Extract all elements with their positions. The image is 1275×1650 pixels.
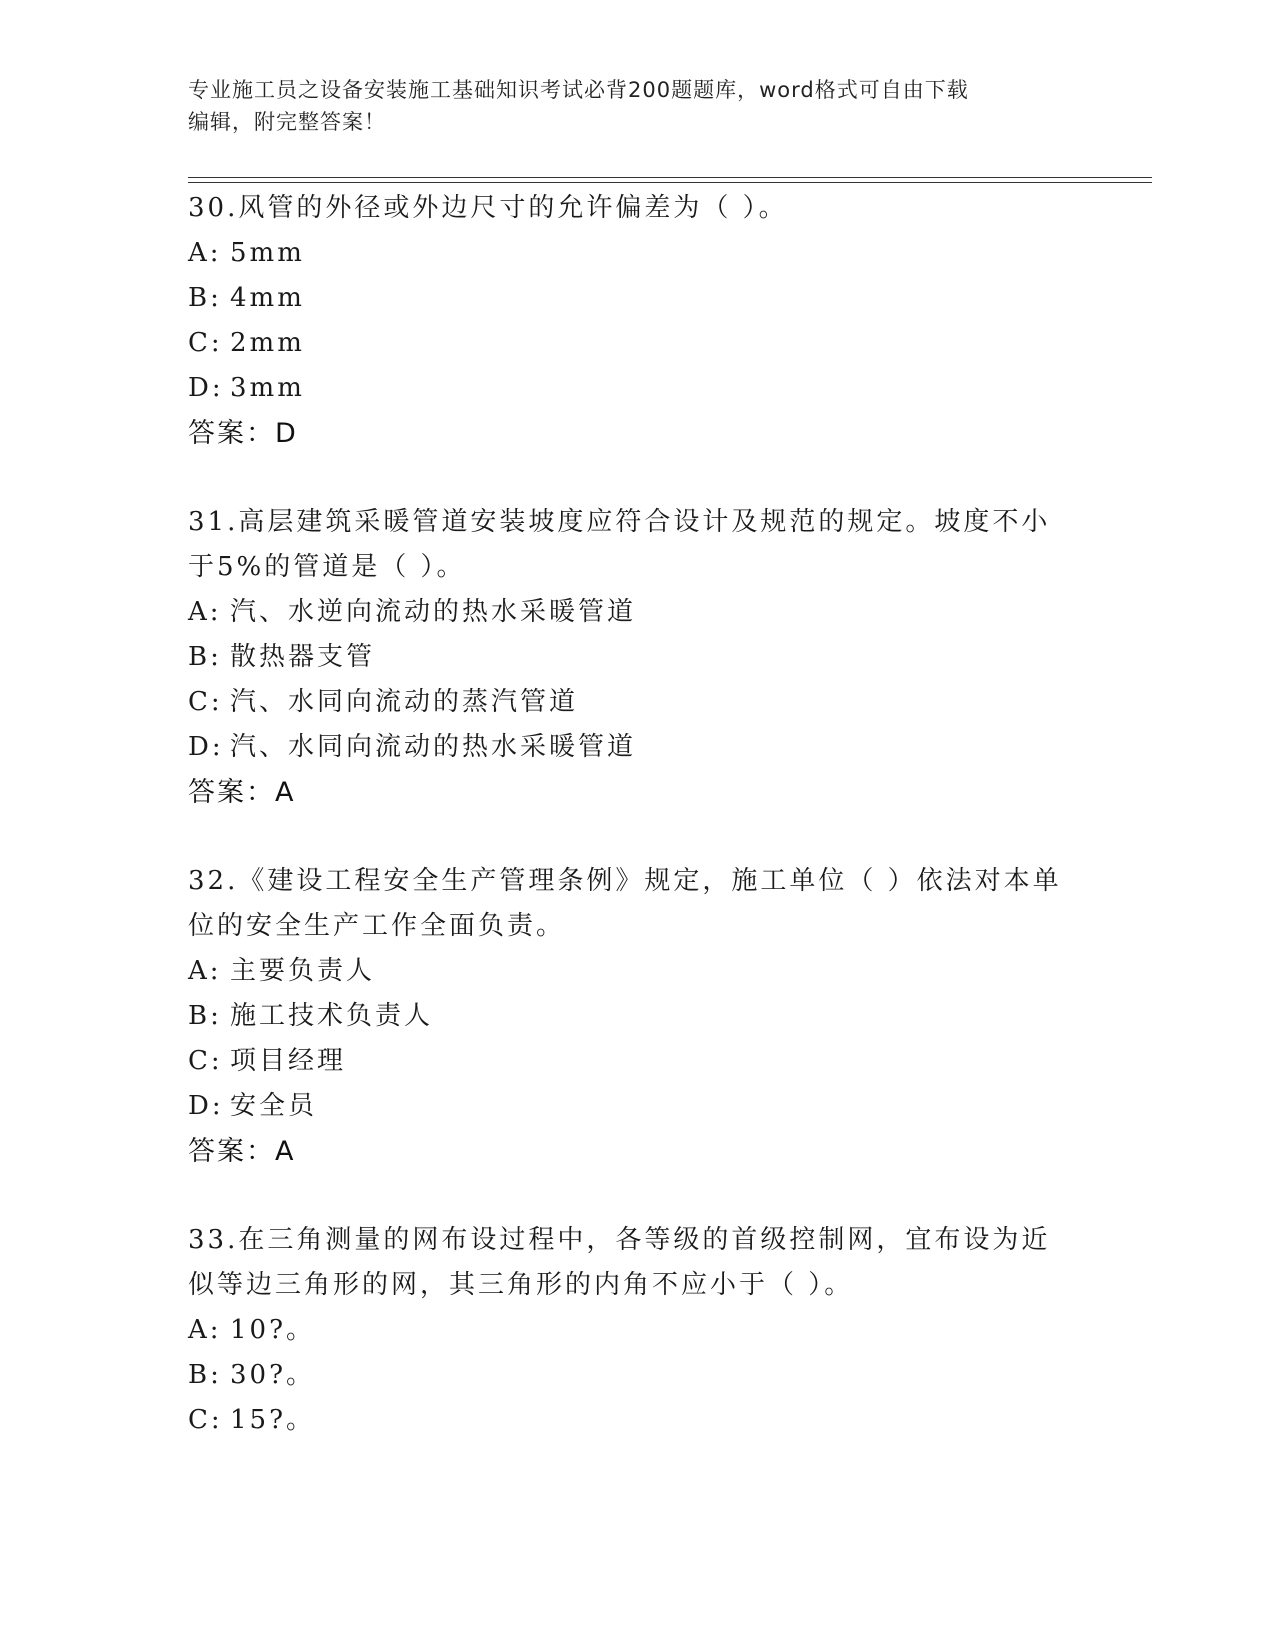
option-c <box>188 321 1088 366</box>
option-a <box>188 949 1088 994</box>
option-letter: C: <box>188 1046 223 1076</box>
document-header <box>188 74 1068 138</box>
option-text: 汽、水逆向流动的热水采暖管道 <box>230 597 637 627</box>
question-text: 32.《建设工程安全生产管理条例》规定，施工单位（ ）依法对本单位的安全生产工作全面负责。 <box>188 866 1062 941</box>
option-text: 5mm <box>230 238 305 268</box>
header-divider-top <box>188 177 1152 178</box>
answer-line: 答案：A <box>188 1136 296 1167</box>
option-text: 10?。 <box>230 1315 316 1345</box>
option-b <box>188 276 1088 321</box>
option-text: 汽、水同向流动的蒸汽管道 <box>230 687 579 717</box>
option-letter: B: <box>188 1360 222 1390</box>
option-letter: D: <box>188 732 224 762</box>
option-letter: C: <box>188 1405 223 1435</box>
option-b <box>188 994 1088 1039</box>
header-divider-bottom <box>188 182 1152 183</box>
question-31 <box>188 500 1088 815</box>
question-text: 31.高层建筑采暖管道安装坡度应符合设计及规范的规定。坡度不小于5%的管道是（ ）。 <box>188 507 1051 582</box>
question-text: 33.在三角测量的网布设过程中，各等级的首级控制网，宜布设为近似等边三角形的网，其三角形的内角不应小于（ ）。 <box>188 1225 1051 1300</box>
option-text: 2mm <box>230 328 305 358</box>
question-list <box>188 186 1088 1487</box>
option-letter: C: <box>188 328 223 358</box>
option-a <box>188 1308 1088 1353</box>
option-letter: B: <box>188 1001 222 1031</box>
option-c <box>188 1039 1088 1084</box>
option-text: 汽、水同向流动的热水采暖管道 <box>230 732 637 762</box>
option-c <box>188 1398 1088 1443</box>
option-text: 30?。 <box>230 1360 316 1390</box>
option-letter: A: <box>188 1315 222 1345</box>
option-text: 4mm <box>230 283 305 313</box>
option-text: 主要负责人 <box>230 956 376 986</box>
option-d <box>188 1084 1088 1129</box>
option-b <box>188 635 1088 680</box>
option-a <box>188 231 1088 276</box>
option-d <box>188 366 1088 411</box>
option-text: 安全员 <box>230 1091 318 1121</box>
answer-line: 答案：D <box>188 418 298 449</box>
option-b <box>188 1353 1088 1398</box>
option-d <box>188 725 1088 770</box>
header-line-2: 编辑，附完整答案！ <box>188 110 386 134</box>
option-text: 3mm <box>230 373 305 403</box>
option-letter: B: <box>188 283 222 313</box>
option-text: 散热器支管 <box>230 642 376 672</box>
header-line-1: 专业施工员之设备安装施工基础知识考试必背200题题库，word格式可自由下载 <box>188 78 969 102</box>
option-c <box>188 680 1088 725</box>
option-a <box>188 590 1088 635</box>
option-letter: D: <box>188 373 224 403</box>
option-text: 项目经理 <box>230 1046 347 1076</box>
option-letter: A: <box>188 956 222 986</box>
option-letter: A: <box>188 238 222 268</box>
option-text: 15?。 <box>230 1405 316 1435</box>
option-letter: C: <box>188 687 223 717</box>
question-text: 30.风管的外径或外边尺寸的允许偏差为（ ）。 <box>188 193 788 223</box>
option-letter: A: <box>188 597 222 627</box>
question-32 <box>188 859 1088 1174</box>
option-letter: B: <box>188 642 222 672</box>
option-text: 施工技术负责人 <box>230 1001 434 1031</box>
question-30 <box>188 186 1088 456</box>
question-33 <box>188 1218 1088 1443</box>
option-letter: D: <box>188 1091 224 1121</box>
answer-line: 答案：A <box>188 777 296 808</box>
